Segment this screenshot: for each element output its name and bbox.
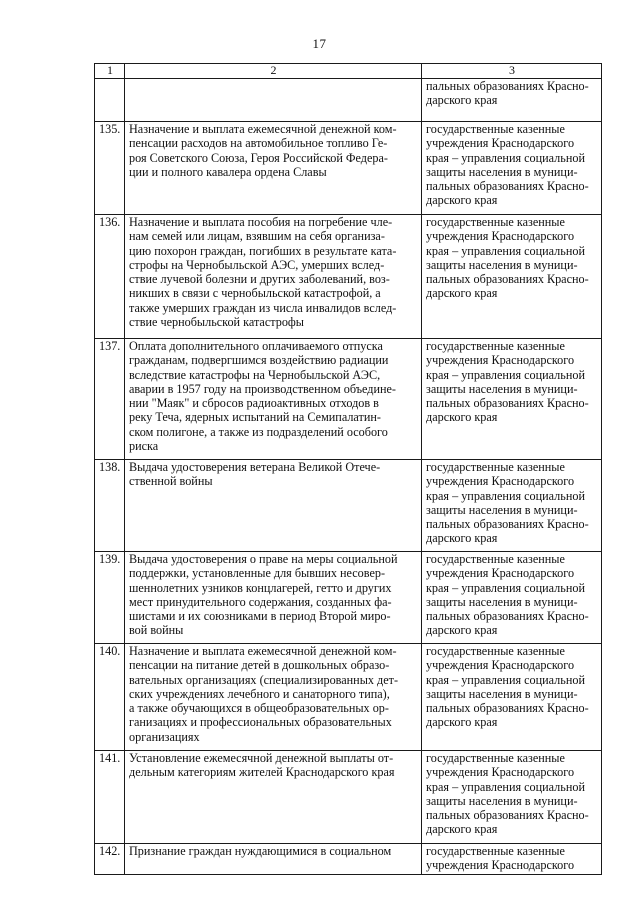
service-cell-line: Признание граждан нуждающимися в социальном (129, 844, 392, 858)
service-cell (125, 215, 422, 339)
table-row (95, 552, 602, 644)
authority-cell-line: края – управления социальной (426, 779, 585, 794)
service-cell-line: Назначение и выплата ежемесячной денежной ком- (129, 122, 397, 136)
authority-cell-line: государственные казенные (426, 552, 565, 566)
service-cell-line: пенсации расходов на автомобильное топливо Ге- (129, 136, 388, 151)
table-row-continuation (95, 79, 602, 122)
authority-cell-line: края – управления социальной (426, 150, 585, 165)
authority-cell-line: пальных образованиях Красно- (426, 701, 589, 716)
service-cell-line: реку Теча, ядерных испытаний на Семипалатин- (129, 410, 381, 425)
service-cell (125, 339, 422, 460)
service-cell-line: вследствие катастрофы на Чернобыльской АЭС, (129, 367, 381, 382)
authority-cell-line: государственные казенные (426, 751, 565, 765)
table-row (95, 460, 602, 552)
authority-cell-line: пальных образованиях Красно- (426, 272, 589, 287)
service-cell-line: вательных организациях (специализированных дет- (129, 672, 399, 687)
authority-cell (422, 79, 602, 122)
authority-cell-line: учреждения Краснодарского (426, 474, 575, 489)
service-cell-line: дельным категориям жителей Краснодарского края (129, 765, 395, 780)
table-header-row (95, 64, 602, 79)
row-number (95, 79, 125, 122)
service-cell-line: Выдача удостоверения о праве на меры социальной (129, 552, 398, 566)
service-cell-line: гражданам, подвергшимся воздействию радиации (129, 353, 389, 368)
authority-cell-line: защиты населения в муници- (426, 164, 578, 179)
table-row (95, 339, 602, 460)
authority-cell-line: защиты населения в муници- (426, 594, 578, 609)
row-number: 138. (95, 460, 125, 552)
authority-cell-line: защиты населения в муници- (426, 381, 578, 396)
authority-cell-line: дарского края (426, 93, 498, 108)
page-number: 17 (312, 36, 327, 51)
authority-cell-line: края – управления социальной (426, 672, 585, 687)
authority-cell-line: пальных образованиях Красно- (426, 808, 589, 823)
authority-cell-line: пальных образованиях Красно- (426, 396, 589, 411)
authority-cell-line: края – управления социальной (426, 580, 585, 595)
service-cell (125, 844, 422, 875)
authority-cell-line: учреждения Краснодарского (426, 229, 575, 244)
service-cell-line: ских учреждениях лечебного и санаторного типа), (129, 686, 390, 701)
service-cell-line: аварии в 1957 году на производственном объедине- (129, 381, 396, 396)
service-cell-line: Назначение и выплата ежемесячной денежной ком- (129, 644, 397, 658)
authority-cell-line: края – управления социальной (426, 488, 585, 503)
service-cell-line: поддержки, установленные для бывших несовер- (129, 566, 386, 581)
service-cell-line: мест принудительного содержания, созданных фа- (129, 594, 392, 609)
authority-cell-line: учреждения Краснодарского (426, 765, 575, 780)
authority-cell-line: учреждения Краснодарского (426, 566, 575, 581)
authority-cell-line: дарского края (426, 410, 498, 425)
service-cell-line: риска (129, 439, 159, 454)
authority-cell (422, 552, 602, 644)
service-cell (125, 552, 422, 644)
authority-cell-line: края – управления социальной (426, 243, 585, 258)
service-cell-line: вой войны (129, 623, 184, 638)
service-cell-line: также умерших граждан из числа инвалидов вслед- (129, 300, 397, 315)
service-cell-line: ственной войны (129, 474, 213, 489)
authority-cell-line: пальных образованиях Красно- (426, 517, 589, 532)
authority-cell (422, 844, 602, 875)
service-cell (125, 644, 422, 751)
authority-cell-line: государственные казенные (426, 122, 565, 136)
authority-cell-line: защиты населения в муници- (426, 257, 578, 272)
service-cell-line: ции и полного кавалера ордена Славы (129, 164, 327, 179)
table-row (95, 844, 602, 875)
authority-cell (422, 460, 602, 552)
service-cell-line: ствие чернобыльской катастрофы (129, 315, 304, 330)
row-number: 135. (95, 122, 125, 215)
service-cell (125, 79, 422, 122)
header-col-3: 3 (422, 64, 602, 79)
authority-cell-line: защиты населения в муници- (426, 686, 578, 701)
authority-cell-line: государственные казенные (426, 644, 565, 658)
authority-cell-line: защиты населения в муници- (426, 793, 578, 808)
row-number: 142. (95, 844, 125, 875)
authority-cell-line: пальных образованиях Красно- (426, 79, 589, 93)
authority-cell-line: дарского края (426, 822, 498, 837)
header-col-1: 1 (95, 64, 125, 79)
row-number: 141. (95, 751, 125, 844)
service-cell-line: ганизациях и профессиональных образовательных (129, 715, 392, 730)
authority-cell-line: государственные казенные (426, 844, 565, 858)
authority-cell (422, 644, 602, 751)
table-row (95, 644, 602, 751)
service-cell-line: строфы на Чернобыльской АЭС, умерших вслед- (129, 257, 385, 272)
row-number: 140. (95, 644, 125, 751)
authority-cell-line: дарского края (426, 715, 498, 730)
authority-cell-line: дарского края (426, 193, 498, 208)
service-cell-line: организациях (129, 729, 200, 744)
service-cell-line: роя Советского Союза, Героя Российской Федера- (129, 150, 388, 165)
authority-cell-line: учреждения Краснодарского (426, 353, 575, 368)
service-cell (125, 122, 422, 215)
table-row (95, 751, 602, 844)
service-cell-line: нам семей или лицам, взявшим на себя организа- (129, 229, 385, 244)
authority-cell-line: государственные казенные (426, 339, 565, 353)
authority-cell-line: учреждения Краснодарского (426, 136, 575, 151)
authority-cell (422, 339, 602, 460)
service-cell-line: Назначение и выплата пособия на погребение чле- (129, 215, 393, 229)
authority-cell-line: дарского края (426, 286, 498, 301)
header-col-2: 2 (125, 64, 422, 79)
service-cell-line: Оплата дополнительного оплачиваемого отпуска (129, 339, 383, 353)
service-cell (125, 460, 422, 552)
service-cell-line: нии "Маяк" и сбросов радиоактивных отходов в (129, 396, 379, 411)
row-number: 139. (95, 552, 125, 644)
authority-cell (422, 751, 602, 844)
authority-cell-line: дарского края (426, 531, 498, 546)
service-cell-line: никших в связи с чернобыльской катастрофой, а (129, 286, 381, 301)
services-table (94, 63, 602, 875)
table-row (95, 215, 602, 339)
authority-cell-line: государственные казенные (426, 215, 565, 229)
service-cell-line: а также обучающихся в общеобразовательных ор- (129, 701, 389, 716)
authority-cell-line: государственные казенные (426, 460, 565, 474)
service-cell (125, 751, 422, 844)
service-cell-line: Установление ежемесячной денежной выплаты от- (129, 751, 394, 765)
service-cell-line: пенсации на питание детей в дошкольных образо- (129, 658, 390, 673)
authority-cell-line: дарского края (426, 623, 498, 638)
authority-cell-line: учреждения Краснодарского (426, 658, 575, 673)
service-cell-line: цию похорон граждан, погибших в результате ката- (129, 243, 397, 258)
row-number: 136. (95, 215, 125, 339)
service-cell-line: Выдача удостоверения ветерана Великой Отече- (129, 460, 381, 474)
service-cell-line: шеннолетних узников концлагерей, гетто и других (129, 580, 392, 595)
authority-cell-line: защиты населения в муници- (426, 502, 578, 517)
row-number: 137. (95, 339, 125, 460)
service-cell-line: шистами и их союзниками в период Второй миро- (129, 609, 391, 624)
authority-cell-line: учреждения Краснодарского (426, 858, 575, 873)
authority-cell-line: пальных образованиях Красно- (426, 179, 589, 194)
service-cell-line: ском полигоне, а также из подразделений особого (129, 424, 388, 439)
table-row (95, 122, 602, 215)
authority-cell (422, 215, 602, 339)
authority-cell-line: края – управления социальной (426, 367, 585, 382)
authority-cell (422, 122, 602, 215)
authority-cell-line: пальных образованиях Красно- (426, 609, 589, 624)
service-cell-line: ствие лучевой болезни и других заболеваний, воз- (129, 272, 390, 287)
